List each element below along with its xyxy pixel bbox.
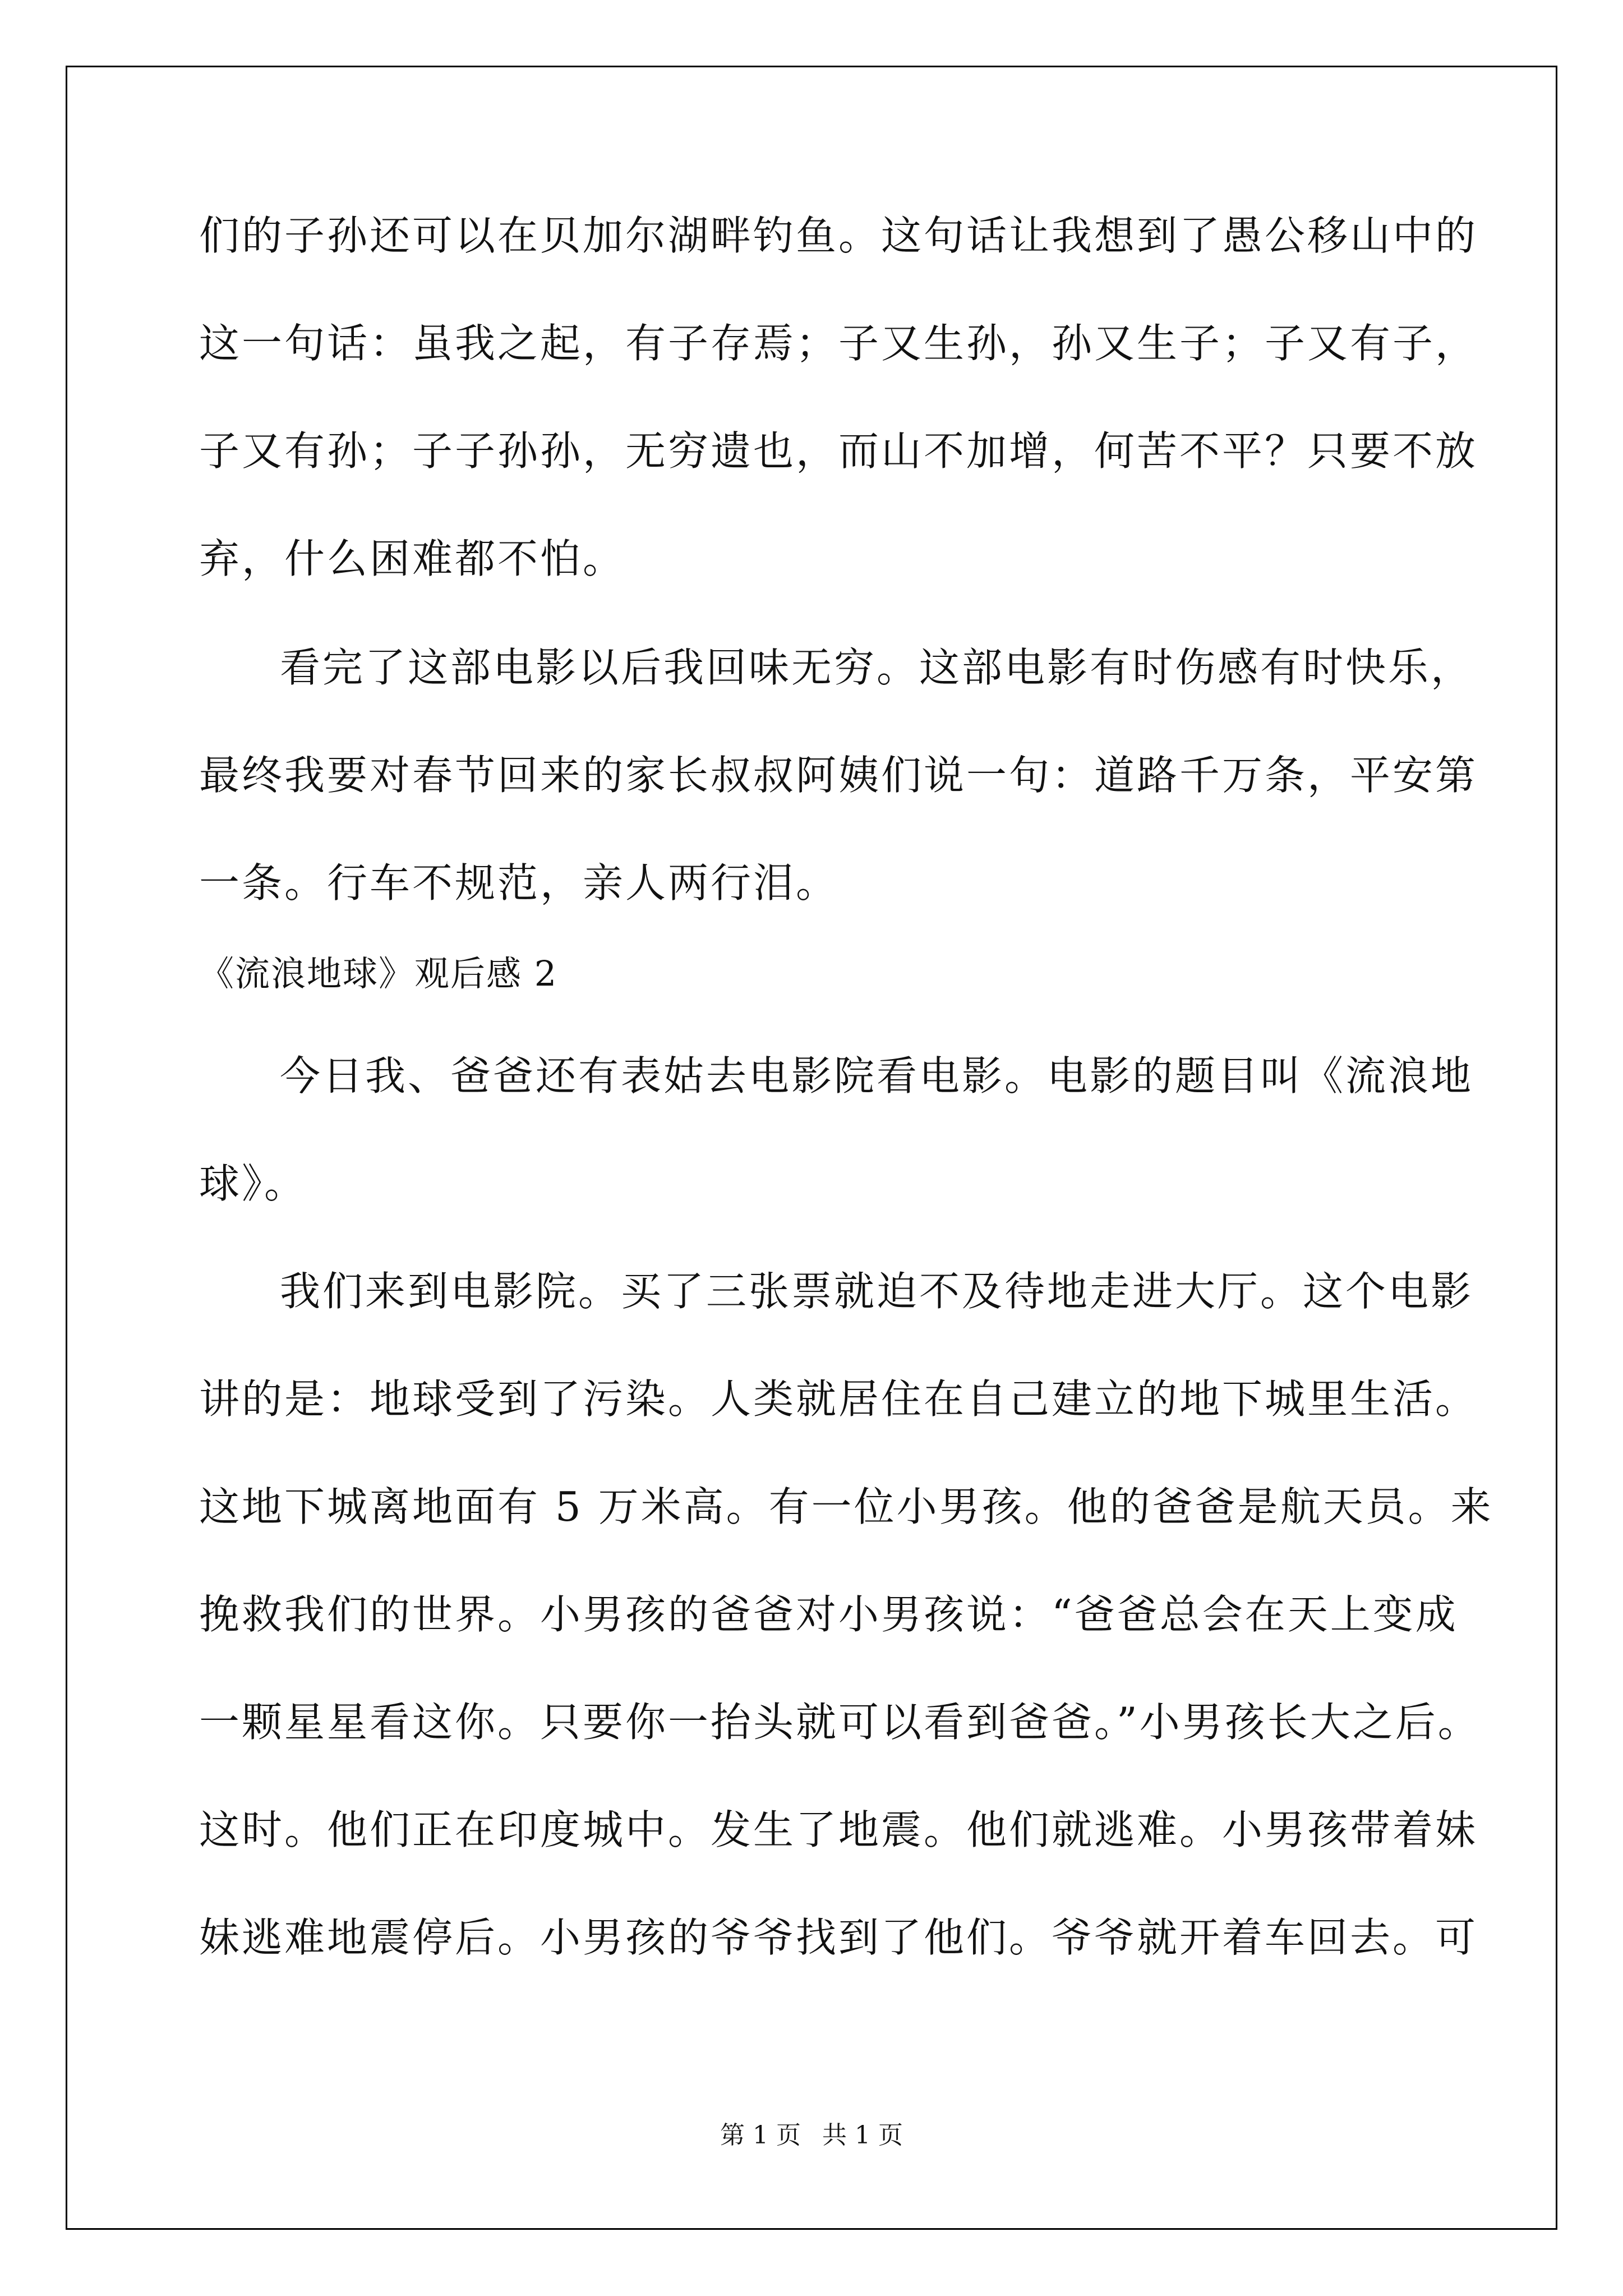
body-text-line: 们的子孙还可以在贝加尔湖畔钓鱼。这句话让我想到了愚公移山中的 (199, 212, 1478, 259)
body-text-line: 弃，什么困难都不怕。 (199, 535, 626, 582)
body-text-line: 球》。 (199, 1160, 307, 1207)
body-text-line: 讲的是：地球受到了污染。人类就居住在自己建立的地下城里生活。 (199, 1375, 1478, 1423)
page-number: 第 1 页 (720, 2121, 801, 2150)
body-text-line: 一颗星星看这你。只要你一抬头就可以看到爸爸。”小男孩长大之后。 (199, 1699, 1481, 1746)
page-footer (0, 2115, 1623, 2151)
section-heading: 《流浪地球》观后感 2 (199, 953, 558, 994)
body-text-line: 妹逃难地震停后。小男孩的爷爷找到了他们。爷爷就开着车回去。可 (199, 1914, 1478, 1961)
body-text-line: 我们来到电影院。买了三张票就迫不及待地走进大厅。这个电影 (280, 1268, 1474, 1315)
body-text-line: 这一句话：虽我之起，有子存焉；子又生孙，孙又生子；子又有子， (199, 320, 1478, 367)
body-text-line: 挽救我们的世界。小男孩的爸爸对小男孩说：“爸爸总会在天上变成 (199, 1591, 1458, 1638)
body-text-line: 一条。行车不规范，亲人两行泪。 (199, 859, 839, 907)
body-text-line: 子又有孙；子子孙孙，无穷遗也，而山不加增，何苦不平？只要不放 (199, 427, 1478, 475)
body-text-line: 这时。他们正在印度城中。发生了地震。他们就逃难。小男孩带着妹 (199, 1806, 1478, 1853)
body-text-line: 最终我要对春节回来的家长叔叔阿姨们说一句：道路千万条，平安第 (199, 752, 1478, 799)
page-total: 共 1 页 (822, 2121, 903, 2150)
body-text-line: 这地下城离地面有 5 万米高。有一位小男孩。他的爸爸是航天员。来 (199, 1483, 1493, 1530)
body-text-line: 看完了这部电影以后我回味无穷。这部电影有时伤感有时快乐， (280, 644, 1474, 691)
body-text-line: 今日我、爸爸还有表姑去电影院看电影。电影的题目叫《流浪地 (280, 1052, 1474, 1099)
